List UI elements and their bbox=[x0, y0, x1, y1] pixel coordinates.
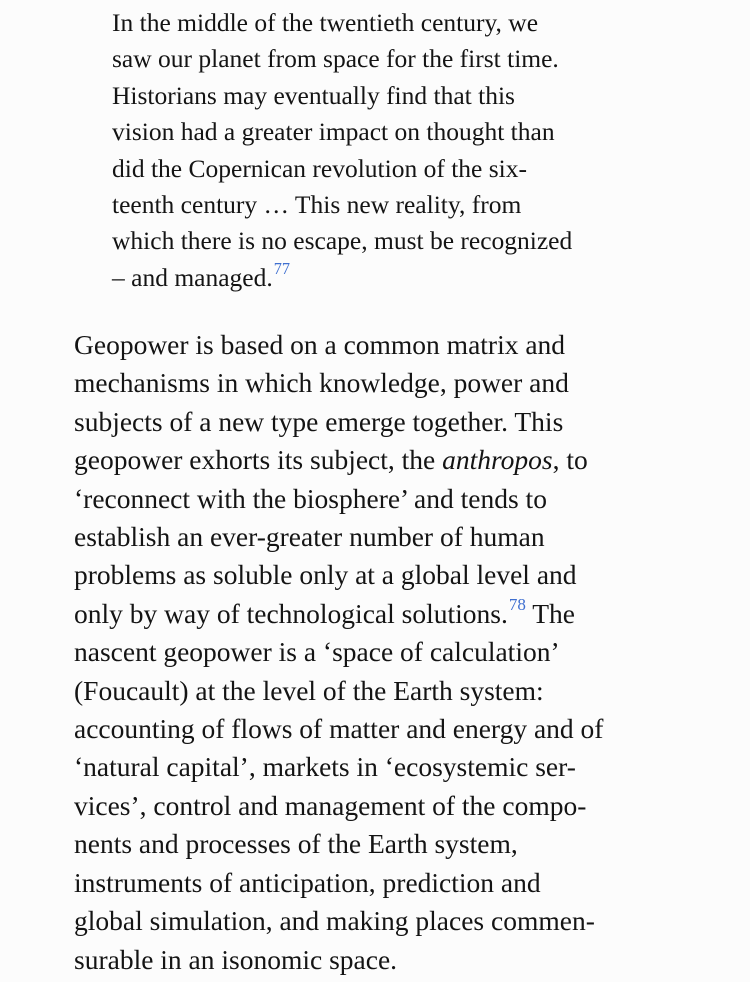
body-paragraph bbox=[74, 326, 744, 979]
body-line: nents and processes of the Earth system, bbox=[74, 828, 518, 860]
body-line: surable in an isonomic space. bbox=[74, 943, 398, 975]
quote-line: teenth century … This new reality, from bbox=[112, 190, 522, 220]
body-line: vices’, control and management of the compo- bbox=[74, 789, 587, 821]
body-line: problems as soluble only at a global level and bbox=[74, 559, 577, 591]
body-line: subjects of a new type emerge together. This bbox=[74, 405, 564, 437]
body-line: instruments of anticipation, prediction and bbox=[74, 866, 541, 898]
emphasis-anthropos: anthropos bbox=[442, 444, 553, 476]
body-text: , to bbox=[552, 444, 588, 476]
quote-line: In the middle of the twentieth century, we bbox=[112, 8, 539, 37]
quote-line-last bbox=[112, 260, 732, 296]
block-quote bbox=[112, 5, 732, 296]
quote-line: did the Copernican revolution of the six- bbox=[112, 153, 527, 183]
body-line: accounting of flows of matter and energy and of bbox=[74, 713, 604, 745]
body-text: The bbox=[525, 597, 575, 629]
body-text: geopower exhorts its subject, the bbox=[74, 444, 443, 476]
body-line bbox=[74, 441, 744, 479]
body-line: ‘reconnect with the biosphere’ and tends to bbox=[74, 482, 547, 514]
quote-line: vision had a greater impact on thought than bbox=[112, 117, 555, 147]
quote-line: which there is no escape, must be recognized bbox=[112, 226, 573, 256]
body-text: only by way of technological solutions. bbox=[74, 597, 508, 629]
footnote-link-78[interactable]: 78 bbox=[508, 595, 526, 615]
footnote-link-77[interactable]: 77 bbox=[273, 258, 291, 278]
body-line: (Foucault) at the level of the Earth system: bbox=[74, 674, 544, 706]
body-line bbox=[74, 595, 744, 633]
quote-line: saw our planet from space for the first time. bbox=[112, 44, 559, 74]
body-line: nascent geopower is a ‘space of calculation’ bbox=[74, 636, 560, 668]
body-line: global simulation, and making places commen- bbox=[74, 905, 595, 937]
body-line: ‘natural capital’, markets in ‘ecosystemic ser- bbox=[74, 751, 576, 783]
body-line: Geopower is based on a common matrix and bbox=[74, 329, 566, 360]
body-line: mechanisms in which knowledge, power and bbox=[74, 367, 569, 399]
quote-line: Historians may eventually find that this bbox=[112, 80, 515, 110]
body-line: establish an ever-greater number of human bbox=[74, 521, 545, 553]
quote-line-text: – and managed. bbox=[112, 262, 273, 292]
